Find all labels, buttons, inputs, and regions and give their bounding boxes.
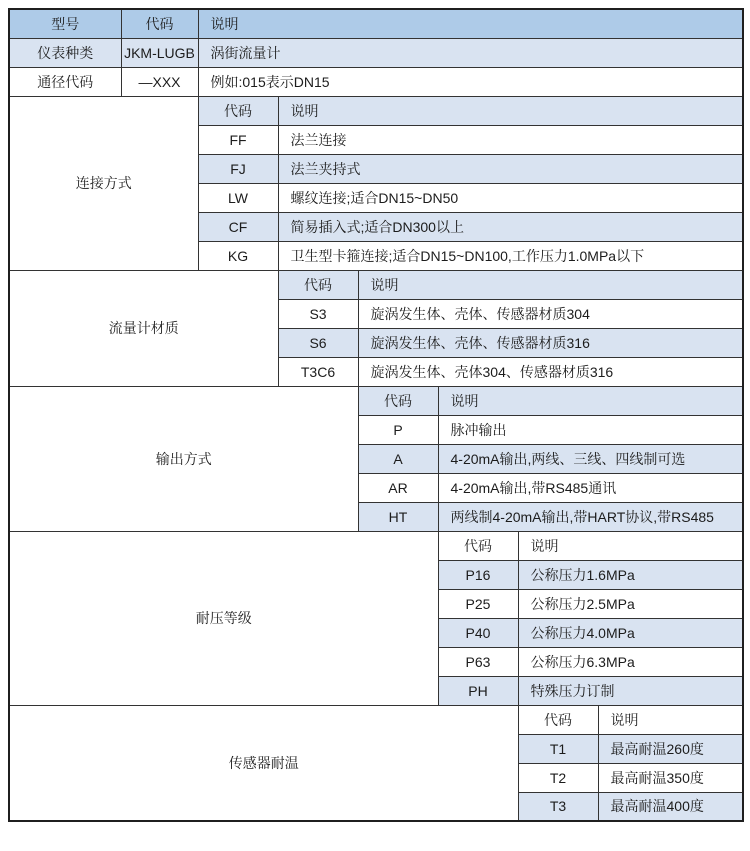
row-code: P25 xyxy=(438,589,518,618)
row-desc: 螺纹连接;适合DN15~DN50 xyxy=(278,183,743,212)
row-code: JKM-LUGB xyxy=(121,38,198,67)
row-code: T3C6 xyxy=(278,357,358,386)
row-desc: 卫生型卡箍连接;适合DN15~DN100,工作压力1.0MPa以下 xyxy=(278,241,743,270)
section-label: 连接方式 xyxy=(9,96,198,270)
row-code: FJ xyxy=(198,154,278,183)
row-desc: 涡街流量计 xyxy=(198,38,743,67)
row-code: LW xyxy=(198,183,278,212)
section-label: 流量计材质 xyxy=(9,270,278,386)
section-desc-header: 说明 xyxy=(598,705,743,734)
section-header-row xyxy=(9,386,743,415)
row-code: T3 xyxy=(518,792,598,821)
row-code: FF xyxy=(198,125,278,154)
section-desc-header: 说明 xyxy=(518,531,743,560)
section-label: 传感器耐温 xyxy=(9,705,518,821)
section-code-header: 代码 xyxy=(518,705,598,734)
section-header-row xyxy=(9,96,743,125)
section-label: 耐压等级 xyxy=(9,531,438,705)
section-desc-header: 说明 xyxy=(438,386,743,415)
table-row xyxy=(9,67,743,96)
row-code: P63 xyxy=(438,647,518,676)
row-desc: 旋涡发生体、壳体304、传感器材质316 xyxy=(358,357,743,386)
header-model: 型号 xyxy=(9,9,121,38)
row-code: S6 xyxy=(278,328,358,357)
row-desc: 脉冲输出 xyxy=(438,415,743,444)
row-desc: 4-20mA输出,带RS485通讯 xyxy=(438,473,743,502)
row-desc: 4-20mA输出,两线、三线、四线制可选 xyxy=(438,444,743,473)
row-code: A xyxy=(358,444,438,473)
row-code: KG xyxy=(198,241,278,270)
section-code-header: 代码 xyxy=(278,270,358,299)
row-desc: 法兰连接 xyxy=(278,125,743,154)
row-label: 仪表种类 xyxy=(9,38,121,67)
row-desc: 公称压力1.6MPa xyxy=(518,560,743,589)
section-code-header: 代码 xyxy=(198,96,278,125)
row-desc: 旋涡发生体、壳体、传感器材质316 xyxy=(358,328,743,357)
row-desc: 最高耐温350度 xyxy=(598,763,743,792)
table-header-row xyxy=(9,9,743,38)
row-code: S3 xyxy=(278,299,358,328)
row-code: P16 xyxy=(438,560,518,589)
section-code-header: 代码 xyxy=(358,386,438,415)
model-spec-table xyxy=(8,8,744,822)
row-desc: 例如:015表示DN15 xyxy=(198,67,743,96)
header-code: 代码 xyxy=(121,9,198,38)
row-desc: 法兰夹持式 xyxy=(278,154,743,183)
row-desc: 简易插入式;适合DN300以上 xyxy=(278,212,743,241)
row-code: CF xyxy=(198,212,278,241)
row-desc: 两线制4-20mA输出,带HART协议,带RS485 xyxy=(438,502,743,531)
row-code: T1 xyxy=(518,734,598,763)
row-code: HT xyxy=(358,502,438,531)
section-label: 输出方式 xyxy=(9,386,358,531)
row-desc: 公称压力2.5MPa xyxy=(518,589,743,618)
section-code-header: 代码 xyxy=(438,531,518,560)
row-desc: 最高耐温260度 xyxy=(598,734,743,763)
row-desc: 公称压力4.0MPa xyxy=(518,618,743,647)
header-desc: 说明 xyxy=(198,9,743,38)
table-row xyxy=(9,38,743,67)
row-desc: 旋涡发生体、壳体、传感器材质304 xyxy=(358,299,743,328)
section-desc-header: 说明 xyxy=(358,270,743,299)
row-code: P xyxy=(358,415,438,444)
row-label: 通径代码 xyxy=(9,67,121,96)
row-code: T2 xyxy=(518,763,598,792)
row-code: PH xyxy=(438,676,518,705)
section-header-row xyxy=(9,270,743,299)
section-header-row xyxy=(9,705,743,734)
row-code: P40 xyxy=(438,618,518,647)
row-code: —XXX xyxy=(121,67,198,96)
row-desc: 最高耐温400度 xyxy=(598,792,743,821)
row-desc: 公称压力6.3MPa xyxy=(518,647,743,676)
row-code: AR xyxy=(358,473,438,502)
section-desc-header: 说明 xyxy=(278,96,743,125)
row-desc: 特殊压力订制 xyxy=(518,676,743,705)
section-header-row xyxy=(9,531,743,560)
